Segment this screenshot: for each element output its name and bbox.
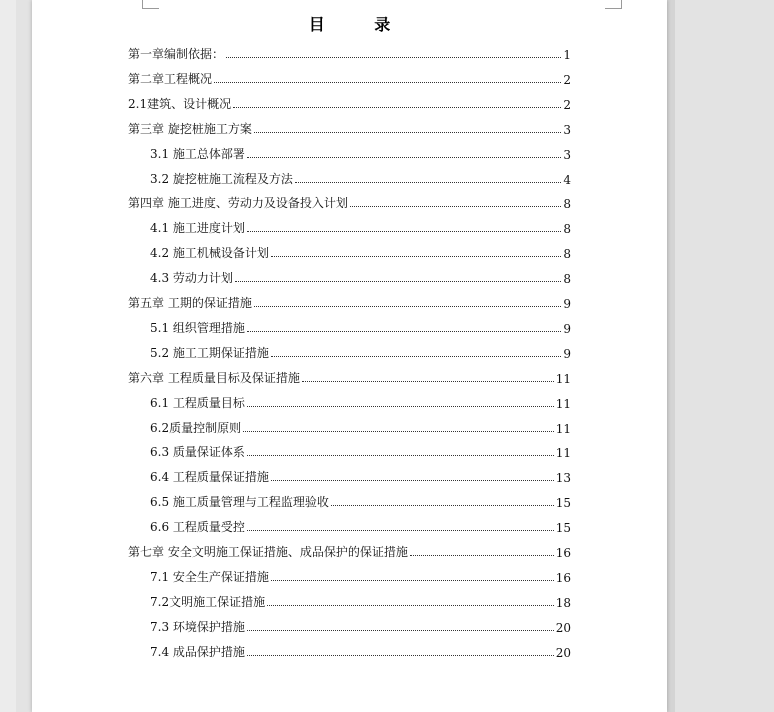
toc-dot-leader — [267, 605, 554, 606]
toc-entry-label: 7.4 成品保护措施 — [150, 644, 245, 659]
toc-dot-leader — [247, 231, 561, 232]
toc-page-number: 15 — [555, 521, 571, 536]
toc-entry-label: 6.6 工程质量受控 — [150, 520, 245, 535]
toc-entry[interactable] — [128, 291, 571, 311]
toc-dot-leader — [247, 630, 554, 631]
toc-page-number: 8 — [563, 272, 571, 287]
toc-entry-label: 4.3 劳动力计划 — [150, 271, 233, 286]
toc-dot-leader — [271, 356, 561, 357]
toc-entry-label: 4.2 施工机械设备计划 — [150, 246, 269, 261]
toc-entry-label: 2.1建筑、设计概况 — [128, 96, 232, 111]
toc-entry[interactable] — [150, 615, 571, 635]
toc-dot-leader — [247, 530, 554, 531]
toc-entry[interactable] — [150, 416, 571, 436]
toc-entry-label: 第五章 工期的保证措施 — [128, 296, 252, 310]
toc-page-number: 16 — [555, 546, 571, 560]
toc-page-number: 2 — [563, 72, 571, 87]
toc-page-number: 2 — [563, 97, 571, 112]
toc-entry[interactable] — [150, 142, 571, 162]
toc-entry-label: 6.1 工程质量目标 — [150, 395, 245, 410]
toc-page-number: 11 — [555, 446, 571, 461]
toc-entry[interactable] — [150, 341, 571, 361]
toc-entry-label: 7.2文明施工保证措施 — [150, 594, 266, 609]
toc-entry-label: 7.1 安全生产保证措施 — [150, 569, 269, 584]
toc-entry[interactable] — [150, 167, 571, 187]
toc-entry[interactable] — [128, 191, 571, 211]
toc-page-number: 13 — [555, 471, 571, 486]
toc-entry[interactable] — [150, 465, 571, 485]
toc-entry[interactable] — [150, 391, 571, 411]
toc-entry-label: 7.3 环境保护措施 — [150, 619, 245, 634]
toc-page-number: 20 — [555, 645, 571, 660]
toc-entry-label: 第二章工程概况 — [128, 71, 213, 86]
toc-dot-leader — [331, 505, 554, 506]
toc-dot-leader — [235, 281, 561, 282]
toc-entry-label: 3.2 旋挖桩施工流程及方法 — [150, 171, 293, 186]
toc-entry-label: 6.2质量控制原则 — [150, 420, 242, 435]
toc-entry[interactable] — [150, 490, 571, 510]
toc-dot-leader — [247, 655, 554, 656]
toc-page-number: 8 — [563, 197, 571, 212]
toc-entry-label: 5.2 施工工期保证措施 — [150, 345, 269, 360]
toc-page-number: 18 — [555, 595, 571, 610]
toc-entry-label: 4.1 施工进度计划 — [150, 221, 245, 236]
toc-page-number: 3 — [563, 122, 571, 137]
toc-entry[interactable] — [128, 92, 571, 112]
toc-dot-leader — [233, 107, 561, 108]
toc-entry[interactable] — [150, 216, 571, 236]
toc-entry[interactable] — [150, 266, 571, 286]
toc-page-number: 3 — [563, 147, 571, 162]
toc-page-number: 4 — [563, 172, 571, 187]
toc-page-number: 9 — [563, 321, 571, 336]
toc-page-number: 8 — [563, 247, 571, 262]
toc-dot-leader — [410, 555, 554, 556]
toc-page-number: 11 — [555, 396, 571, 411]
toc-page-number: 11 — [555, 371, 571, 386]
margin-corner-mark-left — [142, 0, 159, 9]
toc-entry[interactable] — [150, 565, 571, 585]
toc-entry-label: 5.1 组织管理措施 — [150, 320, 245, 335]
toc-entry-label: 第六章 工程质量目标及保证措施 — [128, 370, 300, 385]
toc-title: 目 录 — [308, 15, 413, 34]
toc-entry[interactable] — [128, 42, 571, 62]
toc-dot-leader — [254, 132, 562, 133]
toc-dot-leader — [247, 455, 554, 456]
toc-dot-leader — [271, 480, 554, 481]
toc-entry[interactable] — [128, 67, 571, 87]
toc-entry-label: 第四章 施工进度、劳动力及设备投入计划 — [128, 196, 348, 211]
toc-dot-leader — [243, 431, 554, 432]
toc-page-number: 11 — [555, 421, 571, 436]
toc-dot-leader — [254, 306, 562, 307]
toc-dot-leader — [302, 381, 554, 382]
toc-entry[interactable] — [150, 316, 571, 336]
toc-entry[interactable] — [150, 440, 571, 460]
toc-page-number: 1 — [563, 48, 571, 62]
document-page — [32, 0, 667, 712]
toc-entry[interactable] — [128, 117, 571, 137]
toc-page-number: 16 — [555, 570, 571, 585]
left-gutter — [0, 0, 16, 712]
toc-page-number: 9 — [563, 346, 571, 361]
toc-entry[interactable] — [128, 540, 571, 560]
margin-corner-mark-right — [605, 0, 622, 9]
toc-dot-leader — [214, 82, 561, 83]
toc-page-number: 20 — [555, 620, 571, 635]
toc-entry-label: 3.1 施工总体部署 — [150, 146, 245, 161]
toc-entry-label: 6.4 工程质量保证措施 — [150, 470, 269, 485]
toc-dot-leader — [350, 206, 562, 207]
toc-entry[interactable] — [150, 590, 571, 610]
toc-dot-leader — [247, 331, 561, 332]
toc-dot-leader — [295, 182, 561, 183]
toc-dot-leader — [271, 256, 561, 257]
toc-dot-leader — [226, 57, 561, 58]
toc-entry-label: 6.5 施工质量管理与工程监理验收 — [150, 495, 329, 510]
scroll-gutter — [667, 0, 675, 712]
toc-entry-label: 第七章 安全文明施工保证措施、成品保护的保证措施 — [128, 545, 408, 559]
toc-dot-leader — [247, 406, 554, 407]
toc-entry[interactable] — [150, 515, 571, 535]
toc-page-number: 9 — [563, 297, 571, 311]
toc-entry[interactable] — [128, 366, 571, 386]
toc-entry-label: 第三章 旋挖桩施工方案 — [128, 121, 252, 136]
toc-page-number: 15 — [555, 496, 571, 511]
toc-entry-label: 6.3 质量保证体系 — [150, 445, 245, 460]
toc-entry[interactable] — [150, 241, 571, 261]
toc-dot-leader — [271, 580, 554, 581]
toc-entry-label: 第一章编制依据： — [128, 47, 225, 61]
toc-page-number: 8 — [563, 222, 571, 237]
toc-dot-leader — [247, 157, 561, 158]
toc-entry[interactable] — [150, 640, 571, 660]
